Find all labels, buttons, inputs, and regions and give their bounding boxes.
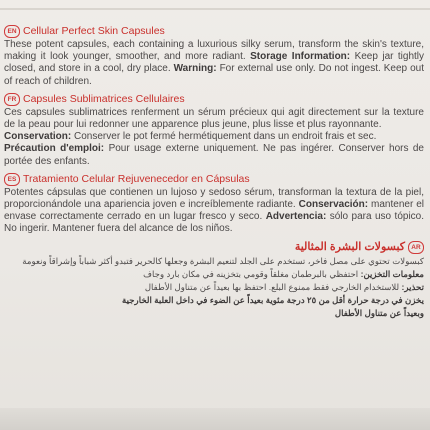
description-es: Potentes cápsulas que contienen un lujoso y sedoso sérum, transforman la textura de la piel, proporcionándole una apariencia joven e increíblemente radiante. bbox=[4, 186, 424, 211]
section-ar bbox=[4, 240, 424, 320]
section-title-ar: كبسولات البشرة المثالية bbox=[294, 240, 405, 253]
section-es bbox=[4, 172, 424, 236]
description-en: These potent capsules, each containing a luxurious silky serum, transform the skin's texture, making it look younger, smoother, and more radiant. bbox=[4, 39, 424, 63]
lang-badge-es: ES bbox=[4, 173, 20, 186]
warning-label-en: Warning: bbox=[173, 63, 217, 75]
warning-label-ar: تحذير: bbox=[401, 281, 424, 292]
storage-extra-ar-2: وبعيداً عن متناول الأطفال bbox=[334, 307, 424, 318]
heading-row bbox=[4, 24, 424, 39]
warning-text-en: For external use only. Do not ingest. Keep out of reach of children. bbox=[4, 63, 425, 87]
storage-text-fr: Conserver le pot fermé hermétiquement dans un endroit frais et sec. bbox=[74, 131, 377, 143]
heading-row bbox=[4, 240, 424, 255]
fold-line bbox=[0, 8, 430, 10]
warning-line-ar bbox=[4, 281, 424, 294]
warning-label-es: Advertencia: bbox=[265, 211, 327, 223]
description-fr: Ces capsules sublimatrices renferment un sérum précieux qui agit directement sur la texture de la peau pour lui redonner une apparence plus jeune, plus lisse et plus rayonnante. bbox=[4, 106, 424, 131]
section-title-fr: Capsules Sublimatrices Cellulaires bbox=[23, 92, 185, 105]
lang-badge-ar: AR bbox=[408, 241, 424, 254]
storage-text-es: mantener el envase correctamente cerrado en un lugar fresco y seco. bbox=[4, 199, 424, 223]
section-body-es bbox=[4, 187, 424, 236]
storage-line-ar bbox=[4, 268, 424, 281]
warning-label-fr: Précaution d'emploi: bbox=[4, 143, 105, 155]
label-text bbox=[4, 24, 424, 324]
storage-text-en: Keep jar tightly closed, and store in a cool, dry place. bbox=[4, 51, 425, 75]
heading-row bbox=[4, 172, 424, 187]
storage-label-fr: Conservation: bbox=[4, 131, 72, 143]
bottom-edge bbox=[0, 408, 430, 430]
storage-label-en: Storage Information: bbox=[250, 51, 351, 63]
storage-text-ar: احتفظي بالبرطمان مغلقاً وقومي بتخزينه في مكان بارد وجاف bbox=[143, 268, 359, 279]
description-ar: كبسولات تحتوي على مصل فاخر، تستخدم على الجلد لتنعيم البشرة وجعلها كالحرير فتبدو أكثر شباباً وإشراقاً ونعومة bbox=[22, 255, 424, 266]
section-title-en: Cellular Perfect Skin Capsules bbox=[23, 25, 165, 37]
section-body-fr bbox=[4, 107, 424, 168]
storage-label-ar: معلومات التخزين: bbox=[360, 268, 424, 279]
warning-text-fr: Pour usage externe uniquement. Ne pas ingérer. Conserver hors de portée des enfants. bbox=[4, 143, 424, 167]
heading-row bbox=[4, 92, 424, 107]
storage-label-es: Conservación: bbox=[298, 199, 369, 211]
warning-text-es: sólo para uso tópico. No ingerir. Mantener fuera del alcance de los niños. bbox=[4, 211, 425, 235]
section-en bbox=[4, 24, 424, 88]
section-fr bbox=[4, 92, 424, 168]
warning-text-ar: للاستخدام الخارجي فقط ممنوع البلع. احتفظ بها بعيداً عن متناول الأطفال bbox=[144, 281, 400, 292]
section-body-en bbox=[4, 39, 424, 88]
lang-badge-en: EN bbox=[4, 25, 20, 38]
lang-badge-fr: FR bbox=[4, 93, 20, 106]
storage-extra-ar: يخزن في درجة حرارة أقل من ٢٥ درجة مئوية بعيداً عن الضوء في داخل العلبة الخارجية bbox=[122, 294, 424, 305]
section-body-ar bbox=[4, 255, 424, 320]
section-title-es: Tratamiento Celular Rejuvenecedor en Cápsulas bbox=[23, 172, 250, 185]
